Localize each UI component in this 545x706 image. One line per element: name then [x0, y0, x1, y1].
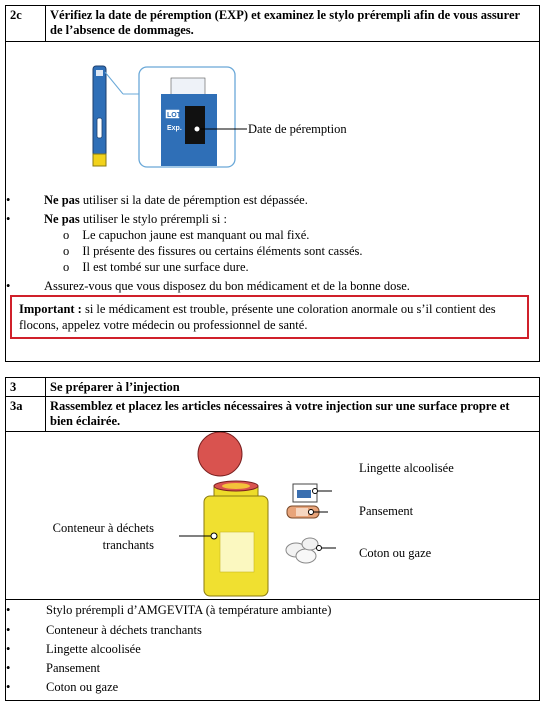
bullet-not-expired	[6, 193, 308, 208]
bullet-icon: •	[6, 661, 11, 675]
bullet-icon: •	[6, 193, 11, 207]
pen-body	[93, 66, 106, 166]
bullet-icon: •	[6, 279, 11, 293]
pen-cap	[93, 154, 106, 166]
important-text: si le médicament est trouble, présente une coloration anormale ou s’il contient des flocons, appelez votre médecin ou professionnel de santé.	[19, 302, 496, 332]
bullet-icon: •	[6, 623, 11, 637]
circle-bullet-icon: o	[63, 260, 70, 274]
container-label-line1: Conteneur à déchets	[52, 521, 154, 535]
container-label	[46, 520, 154, 554]
cotton-icon	[286, 538, 318, 563]
exp-text: Exp.	[167, 125, 182, 132]
expiry-callout-label: Date de péremption	[248, 122, 347, 136]
pen-expiry-illustration	[1, 42, 545, 172]
list-item-text: Conteneur à déchets tranchants	[46, 623, 202, 637]
step-number: 3a	[6, 397, 46, 431]
wipe-label: Lingette alcoolisée	[359, 461, 454, 475]
bandage-label: Pansement	[359, 504, 414, 518]
step-2c-table	[5, 5, 540, 362]
cotton-label: Coton ou gaze	[359, 546, 432, 560]
list-item	[6, 661, 100, 676]
bullet-text: Assurez-vous que vous disposez du bon médicament et de la bonne dose.	[44, 279, 410, 293]
step-3-header-row	[6, 378, 539, 397]
list-item-text: Pansement	[46, 661, 101, 675]
step-title: Rassemblez et placez les articles nécessaires à votre injection sur une surface propre et bien éclairée.	[50, 399, 510, 428]
pen-window	[97, 118, 102, 138]
circle-bullet-icon: o	[63, 228, 70, 242]
step-title: Se préparer à l’injection	[50, 380, 180, 394]
lot-text: LOT	[167, 112, 181, 119]
supplies-illustration-row	[6, 432, 539, 600]
container-label-line2: tranchants	[102, 538, 154, 552]
bold-ne-pas: Ne pas	[44, 193, 80, 207]
important-notice	[10, 295, 529, 339]
sub-item-text: Il présente des fissures ou certains éléments sont cassés.	[82, 244, 363, 258]
sub-item-text: Le capuchon jaune est manquant ou mal fixé.	[82, 228, 310, 242]
list-item	[6, 623, 202, 638]
bullet-icon: •	[6, 212, 11, 226]
step-3a-header-row	[6, 397, 539, 432]
supplies-list	[6, 600, 539, 700]
sub-item-dropped	[63, 260, 249, 275]
supplies-drawing	[6, 432, 541, 600]
step-2c-header-row	[6, 6, 539, 42]
list-item-text: Stylo prérempli d’AMGEVITA (à température ambiante)	[46, 603, 332, 617]
list-item	[6, 603, 331, 618]
circle-bullet-icon: o	[63, 244, 70, 258]
bullet-do-not-use	[6, 212, 227, 227]
step-title: Vérifiez la date de péremption (EXP) et examinez le stylo prérempli afin de vous assurer de l’absence de dommages.	[50, 8, 520, 37]
bold-ne-pas: Ne pas	[44, 212, 80, 226]
bullet-text: utiliser le stylo prérempli si :	[79, 212, 227, 226]
expiry-label	[185, 106, 205, 144]
list-item	[6, 642, 141, 657]
supplies-illustration	[6, 432, 539, 600]
list-item-text: Coton ou gaze	[46, 680, 119, 694]
step-2c-body	[6, 42, 539, 361]
list-item	[6, 680, 118, 695]
bullet-right-medicine	[6, 279, 410, 294]
important-label: Important :	[19, 302, 82, 316]
list-item-text: Lingette alcoolisée	[46, 642, 141, 656]
sub-item-cracks	[63, 244, 363, 259]
bullet-text: utiliser si la date de péremption est dépassée.	[79, 193, 308, 207]
container-lid	[198, 432, 242, 476]
bullet-icon: •	[6, 603, 11, 617]
bullet-icon: •	[6, 680, 11, 694]
step-number: 2c	[6, 6, 46, 41]
bullet-icon: •	[6, 642, 11, 656]
sub-item-text: Il est tombé sur une surface dure.	[82, 260, 249, 274]
step-number: 3	[6, 378, 46, 396]
sub-item-cap	[63, 228, 309, 243]
step-3-table	[5, 377, 540, 701]
